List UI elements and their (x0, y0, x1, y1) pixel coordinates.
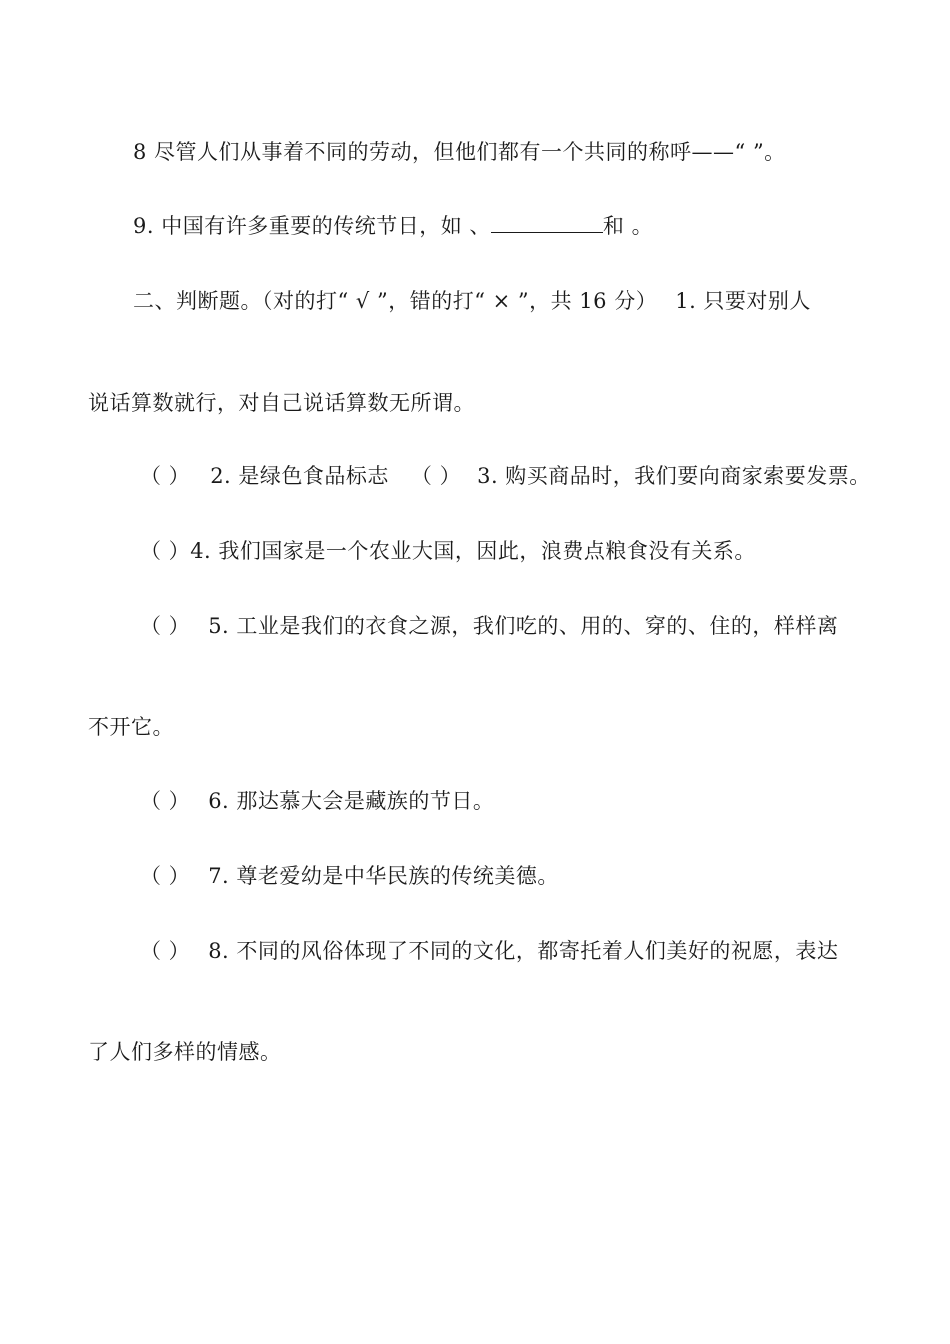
item-8-text: 8. 不同的风俗体现了不同的文化，都寄托着人们美好的祝愿，表达 (208, 939, 839, 963)
section-2-heading: 二、判断题。（对的打“ √ ”，错的打“ × ”，共 16 分） (133, 289, 658, 313)
item-8-continuation-text: 了人们多样的情感。 (88, 1040, 282, 1064)
item-5-text: 5. 工业是我们的衣食之源，我们吃的、用的、穿的、住的，样样离 (208, 614, 839, 638)
answer-bracket[interactable]: （ ） (140, 864, 191, 888)
item-7-text: 7. 尊老爱幼是中华民族的传统美德。 (208, 864, 559, 888)
item-1-continuation (88, 388, 475, 418)
answer-blank[interactable] (491, 214, 603, 233)
item-5-continuation-text: 不开它。 (88, 715, 174, 739)
answer-bracket[interactable]: （ ） (140, 614, 191, 638)
item-1-continuation-text: 说话算数就行，对自己说话算数无所谓。 (88, 391, 475, 415)
item-5-continuation (88, 712, 174, 742)
item-4-text: 4. 我们国家是一个农业大国，因此，浪费点粮食没有关系。 (190, 539, 756, 563)
item-8-continuation (88, 1037, 282, 1067)
item-3-text: 3. 购买商品时，我们要向商家索要发票。 (477, 464, 871, 488)
answer-bracket[interactable]: （ ） (140, 789, 191, 813)
item-5-line (140, 611, 838, 641)
item-4-line (140, 536, 756, 566)
answer-bracket[interactable]: （ ） (140, 539, 191, 563)
item-2-text: 2. 是绿色食品标志 (210, 464, 389, 488)
section-2-heading-line (133, 286, 811, 316)
question-9-prefix: 9. 中国有许多重要的传统节日，如 、 (133, 214, 491, 238)
item-1-text: 1. 只要对别人 (675, 289, 811, 313)
item-8-line (140, 936, 838, 966)
answer-bracket[interactable]: （ ） (140, 464, 191, 488)
answer-bracket[interactable]: （ ） (140, 939, 191, 963)
item-7-line (140, 861, 559, 891)
question-9 (133, 211, 653, 241)
item-6-line (140, 786, 494, 816)
question-8-text: 8 尽管人们从事着不同的劳动，但他们都有一个共同的称呼——“ ”。 (133, 140, 786, 164)
answer-bracket[interactable]: （ ） (410, 464, 462, 488)
question-8 (133, 137, 786, 167)
question-9-suffix: 和 。 (602, 214, 654, 238)
item-6-text: 6. 那达慕大会是藏族的节日。 (208, 789, 495, 813)
item-2-3-line (140, 461, 871, 491)
